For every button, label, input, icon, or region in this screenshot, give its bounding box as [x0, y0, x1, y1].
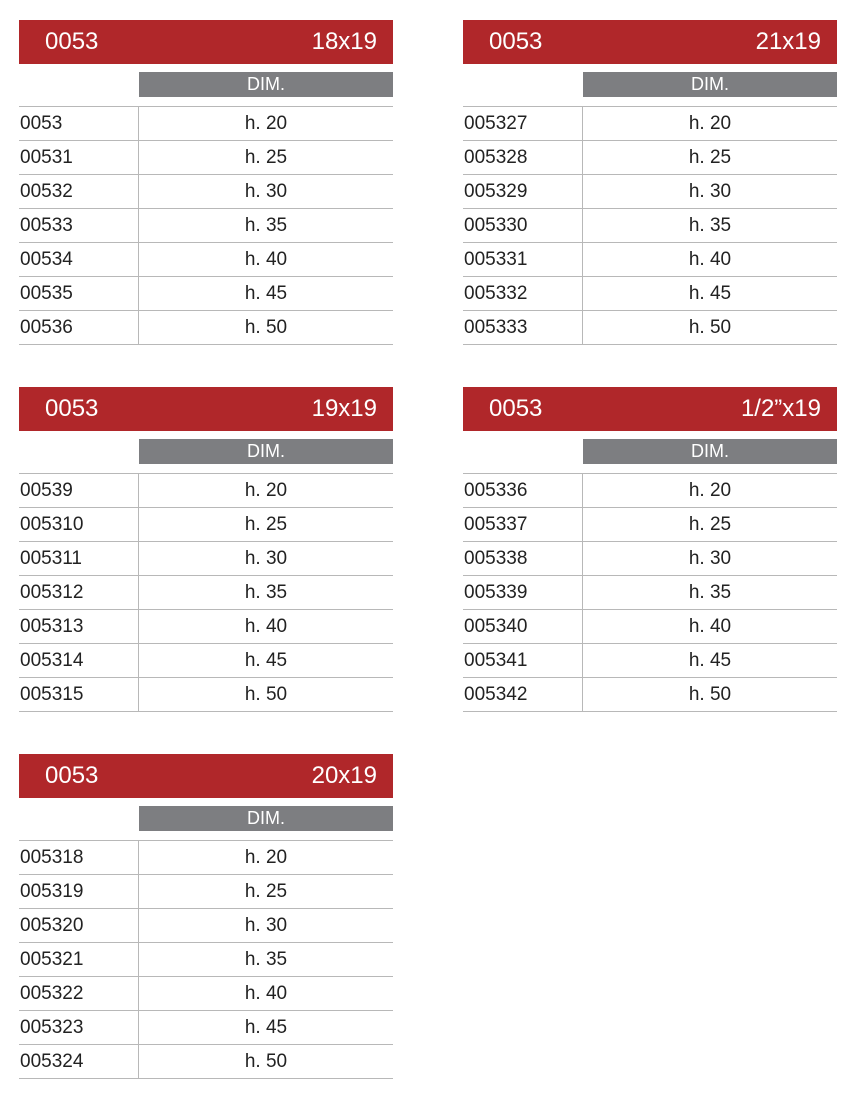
row-dim: h. 20	[244, 846, 288, 868]
row-code: 005312	[19, 576, 139, 609]
table-row	[19, 311, 393, 345]
table-row	[19, 644, 393, 678]
table-size: 21x19	[755, 28, 821, 55]
table-size: 18x19	[311, 28, 377, 55]
dim-header-row	[463, 72, 837, 97]
row-code: 005324	[19, 1045, 139, 1078]
table-row	[463, 610, 837, 644]
table-row	[19, 542, 393, 576]
table-title-bar	[463, 20, 837, 64]
table-row	[19, 474, 393, 508]
dim-header-row	[19, 72, 393, 97]
table-code: 0053	[489, 395, 543, 422]
row-dim: h. 25	[688, 146, 732, 168]
table-row	[463, 576, 837, 610]
row-dim: h. 50	[244, 1050, 288, 1072]
table-rows	[463, 106, 837, 345]
table-row	[463, 474, 837, 508]
row-code: 005314	[19, 644, 139, 677]
row-dim: h. 25	[244, 513, 288, 535]
table-row	[463, 277, 837, 311]
table-row	[463, 644, 837, 678]
table-rows	[19, 473, 393, 712]
dim-column-header: DIM.	[139, 806, 393, 831]
row-code: 005338	[463, 542, 583, 575]
row-dim: h. 45	[244, 1016, 288, 1038]
table-code: 0053	[45, 28, 99, 55]
product-table-21x19	[463, 20, 837, 345]
table-row	[19, 678, 393, 712]
dim-header-row	[463, 439, 837, 464]
row-dim: h. 45	[244, 282, 288, 304]
table-title-bar	[19, 20, 393, 64]
row-dim: h. 25	[244, 880, 288, 902]
table-row	[19, 107, 393, 141]
row-code: 005320	[19, 909, 139, 942]
row-dim: h. 30	[244, 180, 288, 202]
table-row	[19, 610, 393, 644]
dim-header-row	[19, 439, 393, 464]
table-row	[19, 243, 393, 277]
row-code: 005329	[463, 175, 583, 208]
row-code: 00532	[19, 175, 139, 208]
table-row	[19, 277, 393, 311]
table-row	[19, 508, 393, 542]
row-dim: h. 40	[688, 248, 732, 270]
row-code: 00531	[19, 141, 139, 174]
row-code: 005319	[19, 875, 139, 908]
product-table-18x19	[19, 20, 393, 345]
dim-column-header: DIM.	[583, 72, 837, 97]
row-code: 00535	[19, 277, 139, 310]
row-dim: h. 35	[688, 214, 732, 236]
table-row	[19, 576, 393, 610]
row-code: 005339	[463, 576, 583, 609]
row-code: 005313	[19, 610, 139, 643]
row-code: 0053	[19, 107, 139, 140]
product-table-half-inch-x19	[463, 387, 837, 712]
row-code: 005331	[463, 243, 583, 276]
row-code: 00539	[19, 474, 139, 507]
dim-column-header: DIM.	[139, 439, 393, 464]
table-row	[19, 909, 393, 943]
table-row	[463, 141, 837, 175]
row-code: 005341	[463, 644, 583, 677]
table-row	[463, 542, 837, 576]
table-row	[463, 508, 837, 542]
table-row	[463, 311, 837, 345]
table-row	[19, 1011, 393, 1045]
dim-header-row	[19, 806, 393, 831]
row-dim: h. 25	[244, 146, 288, 168]
product-table-19x19	[19, 387, 393, 712]
table-row	[19, 977, 393, 1011]
table-code: 0053	[45, 762, 99, 789]
table-title-bar	[19, 387, 393, 431]
row-code: 005323	[19, 1011, 139, 1044]
row-code: 00536	[19, 311, 139, 344]
row-dim: h. 35	[244, 214, 288, 236]
table-rows	[19, 840, 393, 1079]
table-row	[19, 175, 393, 209]
row-code: 005318	[19, 841, 139, 874]
table-row	[19, 1045, 393, 1079]
row-dim: h. 35	[688, 581, 732, 603]
row-dim: h. 50	[688, 683, 732, 705]
row-dim: h. 30	[244, 914, 288, 936]
table-row	[19, 875, 393, 909]
table-size: 1/2”x19	[740, 395, 821, 422]
row-code: 005315	[19, 678, 139, 711]
row-dim: h. 50	[688, 316, 732, 338]
row-dim: h. 30	[688, 547, 732, 569]
row-dim: h. 20	[688, 479, 732, 501]
row-code: 005321	[19, 943, 139, 976]
row-dim: h. 45	[688, 282, 732, 304]
row-dim: h. 20	[244, 479, 288, 501]
row-dim: h. 30	[688, 180, 732, 202]
row-dim: h. 20	[244, 112, 288, 134]
row-code: 005311	[19, 542, 139, 575]
row-code: 005342	[463, 678, 583, 711]
row-dim: h. 20	[688, 112, 732, 134]
table-size: 20x19	[311, 762, 377, 789]
row-code: 005332	[463, 277, 583, 310]
row-code: 00533	[19, 209, 139, 242]
row-code: 005330	[463, 209, 583, 242]
row-code: 005310	[19, 508, 139, 541]
table-code: 0053	[45, 395, 99, 422]
row-code: 005340	[463, 610, 583, 643]
row-code: 005333	[463, 311, 583, 344]
table-row	[19, 141, 393, 175]
row-dim: h. 30	[244, 547, 288, 569]
row-dim: h. 40	[244, 248, 288, 270]
table-row	[463, 243, 837, 277]
table-rows	[463, 473, 837, 712]
row-dim: h. 40	[688, 615, 732, 637]
row-dim: h. 35	[244, 948, 288, 970]
table-row	[19, 841, 393, 875]
row-code: 005337	[463, 508, 583, 541]
table-row	[463, 175, 837, 209]
row-code: 00534	[19, 243, 139, 276]
row-dim: h. 35	[244, 581, 288, 603]
table-size: 19x19	[311, 395, 377, 422]
dim-column-header: DIM.	[139, 72, 393, 97]
table-row	[463, 209, 837, 243]
table-title-bar	[19, 754, 393, 798]
table-rows	[19, 106, 393, 345]
table-row	[463, 678, 837, 712]
row-code: 005328	[463, 141, 583, 174]
dim-column-header: DIM.	[583, 439, 837, 464]
table-row	[463, 107, 837, 141]
row-code: 005322	[19, 977, 139, 1010]
row-dim: h. 25	[688, 513, 732, 535]
row-dim: h. 45	[688, 649, 732, 671]
row-dim: h. 40	[244, 615, 288, 637]
row-dim: h. 50	[244, 316, 288, 338]
table-title-bar	[463, 387, 837, 431]
row-dim: h. 50	[244, 683, 288, 705]
table-code: 0053	[489, 28, 543, 55]
table-row	[19, 209, 393, 243]
row-code: 005336	[463, 474, 583, 507]
product-table-20x19	[19, 754, 393, 1079]
row-code: 005327	[463, 107, 583, 140]
row-dim: h. 40	[244, 982, 288, 1004]
table-row	[19, 943, 393, 977]
row-dim: h. 45	[244, 649, 288, 671]
